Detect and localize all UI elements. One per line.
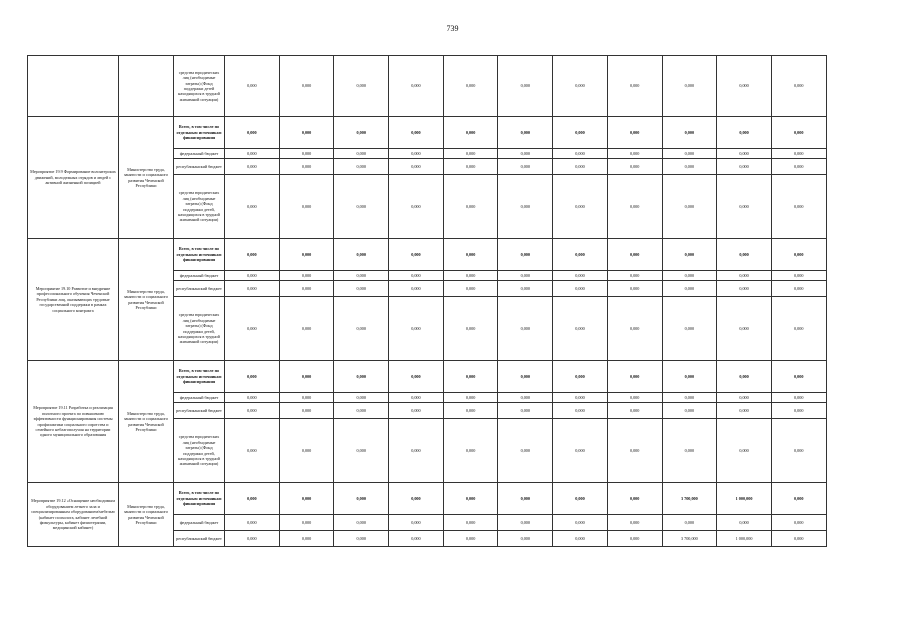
amount-cell: 0,000 xyxy=(607,483,662,515)
amount-cell: 0,000 xyxy=(607,297,662,361)
amount-cell: 0,000 xyxy=(771,531,826,547)
funding-source-cell: федеральный бюджет xyxy=(174,149,225,159)
amount-cell: 0,000 xyxy=(279,393,334,403)
amount-cell: 0,000 xyxy=(771,159,826,175)
executor-cell: Министерство труда, занятости и социального развития Чеченской Республики xyxy=(119,117,174,239)
amount-cell: 0,000 xyxy=(279,117,334,149)
funding-source-cell: федеральный бюджет xyxy=(174,515,225,531)
amount-cell: 0,000 xyxy=(225,281,280,297)
amount-cell: 0,000 xyxy=(225,56,280,117)
amount-cell: 0,000 xyxy=(225,483,280,515)
amount-cell: 0,000 xyxy=(553,117,608,149)
amount-cell: 0,000 xyxy=(225,117,280,149)
amount-cell: 0,000 xyxy=(498,515,553,531)
amount-cell: 0,000 xyxy=(607,56,662,117)
amount-cell: 0,000 xyxy=(607,239,662,271)
amount-cell: 0,000 xyxy=(443,515,498,531)
amount-cell: 0,000 xyxy=(225,239,280,271)
amount-cell: 0,000 xyxy=(389,175,444,239)
amount-cell: 0,000 xyxy=(498,297,553,361)
amount-cell: 0,000 xyxy=(498,56,553,117)
amount-cell: 0,000 xyxy=(498,361,553,393)
amount-cell: 0,000 xyxy=(389,159,444,175)
amount-cell: 0,000 xyxy=(771,483,826,515)
amount-cell: 0,000 xyxy=(279,483,334,515)
amount-cell: 0,000 xyxy=(607,271,662,281)
amount-cell: 0,000 xyxy=(498,531,553,547)
funding-source-cell: Всего, в том числе по отдельным источникам финансирования xyxy=(174,483,225,515)
amount-cell: 0,000 xyxy=(389,361,444,393)
amount-cell: 0,000 xyxy=(334,361,389,393)
amount-cell: 0,000 xyxy=(553,271,608,281)
amount-cell: 0,000 xyxy=(225,271,280,281)
amount-cell: 0,000 xyxy=(279,149,334,159)
amount-cell: 0,000 xyxy=(771,393,826,403)
amount-cell: 0,000 xyxy=(389,239,444,271)
amount-cell: 0,000 xyxy=(717,149,772,159)
amount-cell: 0,000 xyxy=(553,483,608,515)
table-row xyxy=(28,483,827,515)
amount-cell: 0,000 xyxy=(553,361,608,393)
amount-cell: 0,000 xyxy=(225,361,280,393)
executor-cell: Министерство труда, занятости и социального развития Чеченской Республики xyxy=(119,239,174,361)
amount-cell: 0,000 xyxy=(443,419,498,483)
funding-source-cell: средства юридических лиц (необходимые затраты) (Фонд поддержки детей, находящихся в трудной жизненной ситуации) xyxy=(174,175,225,239)
amount-cell: 0,000 xyxy=(279,271,334,281)
amount-cell: 0,000 xyxy=(498,271,553,281)
amount-cell: 0,000 xyxy=(662,271,717,281)
funding-source-cell: средства юридических лиц (необходимые затраты) (Фонд поддержки детей, находящихся в трудной жизненной ситуации) xyxy=(174,419,225,483)
amount-cell: 0,000 xyxy=(662,117,717,149)
funding-source-cell: Всего, в том числе по отдельным источникам финансирования xyxy=(174,239,225,271)
amount-cell: 0,000 xyxy=(279,361,334,393)
event-cell: Мероприятие 19.11 Разработка и реализация пилотного проекта по повышению эффективности функционирования системы профилактики социального сиротства и семейного неблагополучия на территории одного муниципального образования xyxy=(28,361,119,483)
amount-cell: 0,000 xyxy=(717,271,772,281)
amount-cell: 0,000 xyxy=(279,297,334,361)
amount-cell: 0,000 xyxy=(553,531,608,547)
amount-cell: 0,000 xyxy=(443,149,498,159)
amount-cell: 0,000 xyxy=(225,159,280,175)
amount-cell: 0,000 xyxy=(662,281,717,297)
amount-cell: 0,000 xyxy=(334,239,389,271)
amount-cell: 0,000 xyxy=(225,393,280,403)
amount-cell: 0,000 xyxy=(443,117,498,149)
amount-cell: 0,000 xyxy=(771,149,826,159)
amount-cell: 0,000 xyxy=(607,393,662,403)
amount-cell: 0,000 xyxy=(225,419,280,483)
amount-cell: 0,000 xyxy=(443,393,498,403)
amount-cell: 0,000 xyxy=(389,56,444,117)
page-number: 739 xyxy=(446,24,459,33)
amount-cell: 3 700,000 xyxy=(662,531,717,547)
table-row xyxy=(28,239,827,271)
amount-cell: 0,000 xyxy=(279,56,334,117)
amount-cell: 0,000 xyxy=(443,271,498,281)
amount-cell: 0,000 xyxy=(389,297,444,361)
amount-cell: 0,000 xyxy=(334,403,389,419)
funding-source-cell: средства юридических лиц (необходимые затраты) (Фонд поддержки детей находящихся в трудной жизненной ситуации) xyxy=(174,56,225,117)
amount-cell: 0,000 xyxy=(389,271,444,281)
amount-cell: 0,000 xyxy=(225,175,280,239)
amount-cell: 0,000 xyxy=(334,515,389,531)
amount-cell: 0,000 xyxy=(553,403,608,419)
amount-cell: 0,000 xyxy=(771,239,826,271)
amount-cell: 0,000 xyxy=(334,419,389,483)
amount-cell: 0,000 xyxy=(771,403,826,419)
amount-cell: 0,000 xyxy=(443,483,498,515)
amount-cell: 0,000 xyxy=(279,531,334,547)
amount-cell: 0,000 xyxy=(607,149,662,159)
amount-cell: 0,000 xyxy=(279,515,334,531)
amount-cell: 0,000 xyxy=(771,271,826,281)
amount-cell: 0,000 xyxy=(334,175,389,239)
table-row xyxy=(28,117,827,149)
amount-cell: 0,000 xyxy=(225,149,280,159)
amount-cell: 0,000 xyxy=(498,281,553,297)
amount-cell: 0,000 xyxy=(334,297,389,361)
event-cell xyxy=(28,56,119,117)
amount-cell: 0,000 xyxy=(389,483,444,515)
funding-source-cell: республиканский бюджет xyxy=(174,281,225,297)
amount-cell: 0,000 xyxy=(717,239,772,271)
amount-cell: 0,000 xyxy=(771,56,826,117)
amount-cell: 1 000,000 xyxy=(717,483,772,515)
amount-cell: 0,000 xyxy=(443,239,498,271)
amount-cell: 0,000 xyxy=(662,239,717,271)
funding-source-cell: республиканский бюджет xyxy=(174,531,225,547)
amount-cell: 1 000,000 xyxy=(717,531,772,547)
amount-cell: 0,000 xyxy=(443,159,498,175)
event-cell: Мероприятие 19.9 Формирование волонтерских движений, молодежных отрядов и людей с активной жизненной позицией xyxy=(28,117,119,239)
amount-cell: 0,000 xyxy=(662,159,717,175)
amount-cell: 0,000 xyxy=(662,149,717,159)
amount-cell: 0,000 xyxy=(717,117,772,149)
amount-cell: 0,000 xyxy=(771,515,826,531)
amount-cell: 0,000 xyxy=(771,281,826,297)
amount-cell: 0,000 xyxy=(443,281,498,297)
amount-cell: 0,000 xyxy=(389,281,444,297)
amount-cell: 0,000 xyxy=(443,531,498,547)
amount-cell: 0,000 xyxy=(334,271,389,281)
table-row xyxy=(28,361,827,393)
amount-cell: 0,000 xyxy=(771,361,826,393)
amount-cell: 0,000 xyxy=(717,175,772,239)
amount-cell: 0,000 xyxy=(443,403,498,419)
amount-cell: 0,000 xyxy=(389,531,444,547)
amount-cell: 0,000 xyxy=(279,159,334,175)
amount-cell: 0,000 xyxy=(553,419,608,483)
amount-cell: 0,000 xyxy=(553,159,608,175)
amount-cell: 0,000 xyxy=(498,175,553,239)
amount-cell: 0,000 xyxy=(607,159,662,175)
amount-cell: 0,000 xyxy=(389,419,444,483)
event-cell: Мероприятие 19.12 «Оснащение необходимым оборудованием летнего зала и специализированным оборудованием/мебелью (кабинет психолога, кабинет лечебной физкультуры, кабинет физиотерапии, медицинский кабинет) xyxy=(28,483,119,547)
executor-cell: Министерство труда, занятости и социального развития Чеченской Республики xyxy=(119,361,174,483)
amount-cell: 0,000 xyxy=(225,515,280,531)
funding-source-cell: Всего, в том числе по отдельным источникам финансирования xyxy=(174,361,225,393)
table-row xyxy=(28,56,827,117)
amount-cell: 0,000 xyxy=(553,393,608,403)
amount-cell: 0,000 xyxy=(717,297,772,361)
amount-cell: 0,000 xyxy=(389,403,444,419)
funding-source-cell: средства юридических лиц (необходимые затраты) (Фонд поддержки детей, находящихся в трудной жизненной ситуации) xyxy=(174,297,225,361)
amount-cell: 0,000 xyxy=(498,239,553,271)
amount-cell: 0,000 xyxy=(717,159,772,175)
amount-cell: 0,000 xyxy=(717,361,772,393)
amount-cell: 0,000 xyxy=(607,117,662,149)
amount-cell: 0,000 xyxy=(607,419,662,483)
amount-cell: 0,000 xyxy=(334,56,389,117)
amount-cell: 0,000 xyxy=(607,515,662,531)
amount-cell: 0,000 xyxy=(662,419,717,483)
amount-cell: 0,000 xyxy=(553,281,608,297)
amount-cell: 0,000 xyxy=(662,175,717,239)
executor-cell xyxy=(119,56,174,117)
amount-cell: 0,000 xyxy=(334,531,389,547)
amount-cell: 0,000 xyxy=(225,531,280,547)
amount-cell: 0,000 xyxy=(389,117,444,149)
amount-cell: 3 700,000 xyxy=(662,483,717,515)
amount-cell: 0,000 xyxy=(498,403,553,419)
amount-cell: 0,000 xyxy=(553,175,608,239)
amount-cell: 0,000 xyxy=(225,297,280,361)
amount-cell: 0,000 xyxy=(553,56,608,117)
amount-cell: 0,000 xyxy=(771,297,826,361)
amount-cell: 0,000 xyxy=(662,297,717,361)
amount-cell: 0,000 xyxy=(607,361,662,393)
funding-source-cell: республиканский бюджет xyxy=(174,159,225,175)
amount-cell: 0,000 xyxy=(443,361,498,393)
amount-cell: 0,000 xyxy=(225,403,280,419)
executor-cell: Министерство труда, занятости и социального развития Чеченской Республики xyxy=(119,483,174,547)
amount-cell: 0,000 xyxy=(334,149,389,159)
amount-cell: 0,000 xyxy=(717,419,772,483)
amount-cell: 0,000 xyxy=(279,175,334,239)
amount-cell: 0,000 xyxy=(279,239,334,271)
amount-cell: 0,000 xyxy=(443,56,498,117)
amount-cell: 0,000 xyxy=(717,281,772,297)
amount-cell: 0,000 xyxy=(334,159,389,175)
amount-cell: 0,000 xyxy=(662,56,717,117)
amount-cell: 0,000 xyxy=(443,175,498,239)
funding-source-cell: республиканский бюджет xyxy=(174,403,225,419)
amount-cell: 0,000 xyxy=(607,281,662,297)
amount-cell: 0,000 xyxy=(498,419,553,483)
amount-cell: 0,000 xyxy=(279,419,334,483)
amount-cell: 0,000 xyxy=(498,483,553,515)
funding-source-cell: федеральный бюджет xyxy=(174,393,225,403)
amount-cell: 0,000 xyxy=(771,419,826,483)
event-cell: Мероприятие 19.10 Развитие и внедрение профессионального обучения Чеченской Республики лиц, оказывающих трудовые государственной поддержки в рамках социального контракта xyxy=(28,239,119,361)
amount-cell: 0,000 xyxy=(662,361,717,393)
amount-cell: 0,000 xyxy=(498,117,553,149)
amount-cell: 0,000 xyxy=(662,403,717,419)
amount-cell: 0,000 xyxy=(443,297,498,361)
amount-cell: 0,000 xyxy=(279,403,334,419)
amount-cell: 0,000 xyxy=(334,281,389,297)
budget-table xyxy=(27,55,827,547)
amount-cell: 0,000 xyxy=(553,239,608,271)
amount-cell: 0,000 xyxy=(553,297,608,361)
funding-source-cell: федеральный бюджет xyxy=(174,271,225,281)
amount-cell: 0,000 xyxy=(607,531,662,547)
amount-cell: 0,000 xyxy=(334,393,389,403)
amount-cell: 0,000 xyxy=(334,483,389,515)
amount-cell: 0,000 xyxy=(553,149,608,159)
amount-cell: 0,000 xyxy=(607,175,662,239)
amount-cell: 0,000 xyxy=(771,175,826,239)
amount-cell: 0,000 xyxy=(498,149,553,159)
amount-cell: 0,000 xyxy=(334,117,389,149)
amount-cell: 0,000 xyxy=(662,393,717,403)
amount-cell: 0,000 xyxy=(553,515,608,531)
amount-cell: 0,000 xyxy=(717,515,772,531)
amount-cell: 0,000 xyxy=(607,403,662,419)
amount-cell: 0,000 xyxy=(717,56,772,117)
amount-cell: 0,000 xyxy=(389,149,444,159)
amount-cell: 0,000 xyxy=(662,515,717,531)
amount-cell: 0,000 xyxy=(717,403,772,419)
amount-cell: 0,000 xyxy=(771,117,826,149)
amount-cell: 0,000 xyxy=(498,159,553,175)
amount-cell: 0,000 xyxy=(389,515,444,531)
amount-cell: 0,000 xyxy=(717,393,772,403)
amount-cell: 0,000 xyxy=(279,281,334,297)
funding-source-cell: Всего, в том числе по отдельным источникам финансирования xyxy=(174,117,225,149)
amount-cell: 0,000 xyxy=(498,393,553,403)
amount-cell: 0,000 xyxy=(389,393,444,403)
